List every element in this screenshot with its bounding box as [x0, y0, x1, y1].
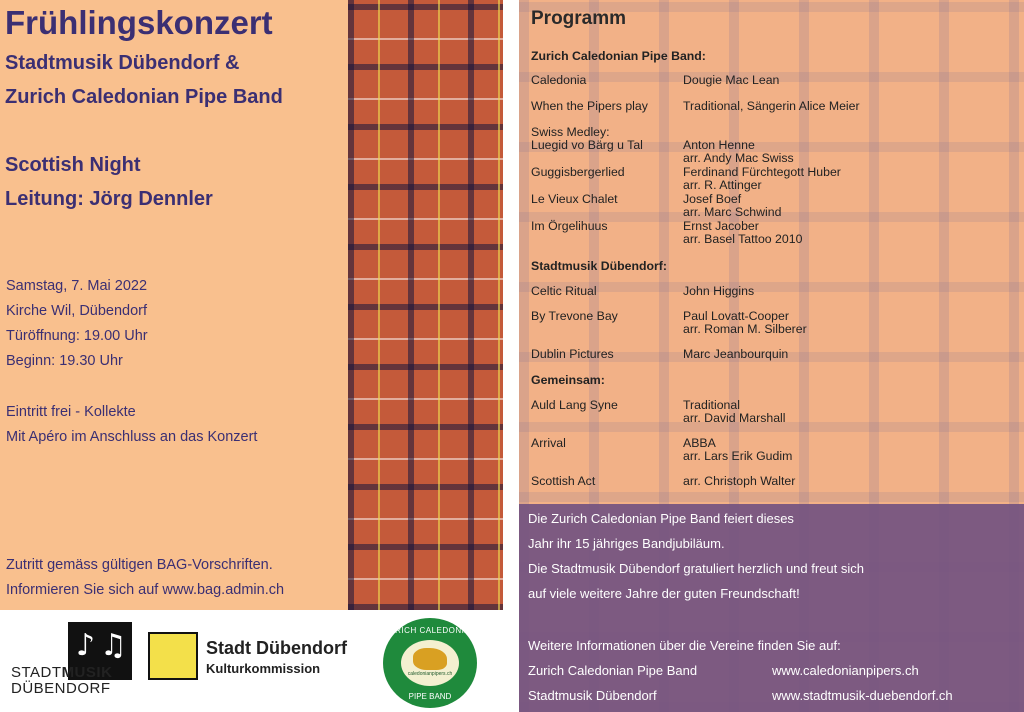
program-composer: Paul Lovatt-Cooper — [683, 309, 789, 323]
program-composer: Marc Jeanbourquin — [683, 347, 789, 361]
program-composer: John Higgins — [683, 284, 755, 298]
program-piece: Auld Lang Syne — [531, 398, 618, 412]
concert-date: Samstag, 7. Mai 2022 — [6, 278, 148, 294]
logo-top-text: ZURICH CALEDONIAN — [383, 626, 477, 635]
stadtmusik-logo-text: STADTMUSIK DÜBENDORF — [11, 664, 113, 697]
subtitle-stadtmusik: Stadtmusik Dübendorf & — [5, 52, 240, 74]
program-composer: Traditional — [683, 398, 740, 412]
program-panel — [519, 0, 1024, 712]
program-piece: By Trevone Bay — [531, 309, 618, 323]
entry-info: Eintritt frei - Kollekte — [6, 404, 136, 420]
bag-rule: Zutritt gemäss gültigen BAG-Vorschriften. — [6, 557, 273, 573]
program-composer: Dougie Mac Lean — [683, 73, 780, 87]
program-arranger: arr. R. Attinger — [683, 178, 762, 192]
program-arranger: arr. Andy Mac Swiss — [683, 151, 794, 165]
program-piece: Celtic Ritual — [531, 284, 597, 298]
program-piece: Caledonia — [531, 73, 587, 87]
doors-open: Türöffnung: 19.00 Uhr — [6, 328, 148, 344]
program-arranger: arr. Lars Erik Gudim — [683, 449, 793, 463]
program-arranger: arr. Basel Tattoo 2010 — [683, 232, 803, 246]
section-stadtmusik: Stadtmusik Dübendorf: — [531, 259, 667, 273]
link-url-pipe-band[interactable]: www.caledonianpipers.ch — [772, 663, 919, 678]
tartan-photo — [348, 0, 503, 610]
program-piece: Swiss Medley: — [531, 125, 610, 139]
program-arranger: arr. David Marshall — [683, 411, 786, 425]
program-title: Programm — [531, 8, 627, 29]
jubilee-line: Die Zurich Caledonian Pipe Band feiert dieses — [528, 511, 794, 526]
jubilee-line: Die Stadtmusik Dübendorf gratuliert herzlich und freut sich — [528, 561, 864, 576]
program-composer: Ferdinand Fürchtegott Huber — [683, 165, 841, 179]
program-composer: Ernst Jacober — [683, 219, 759, 233]
subtitle-scottish-night: Scottish Night — [5, 154, 141, 176]
bag-link: Informieren Sie sich auf www.bag.admin.ch — [6, 582, 285, 598]
kulturkommission-label: Kulturkommission — [206, 661, 321, 676]
section-pipe-band: Zurich Caledonian Pipe Band: — [531, 49, 706, 63]
program-arranger: arr. Roman M. Silberer — [683, 322, 807, 336]
subtitle-leitung: Leitung: Jörg Dennler — [5, 188, 213, 210]
left-panel — [0, 0, 348, 610]
section-gemeinsam: Gemeinsam: — [531, 373, 605, 387]
logo-bottom-text: PIPE BAND — [408, 692, 452, 701]
start-time: Beginn: 19.30 Uhr — [6, 353, 123, 369]
program-composer: Anton Henne — [683, 138, 755, 152]
program-composer: arr. Christoph Walter — [683, 474, 796, 488]
program-piece: Luegid vo Bärg u Tal — [531, 138, 643, 152]
divider — [503, 0, 519, 712]
jubilee-line: Jahr ihr 15 jähriges Bandjubiläum. — [528, 536, 725, 551]
program-piece: When the Pipers play — [531, 99, 648, 113]
concert-title: Frühlingskonzert — [5, 4, 273, 41]
program-arranger: arr. Marc Schwind — [683, 205, 782, 219]
lion-icon — [413, 648, 447, 670]
program-piece: Dublin Pictures — [531, 347, 614, 361]
program-piece: Scottish Act — [531, 474, 596, 488]
stadt-duebendorf-crest-icon — [148, 632, 198, 680]
jubilee-line: auf viele weitere Jahre der guten Freundschaft! — [528, 586, 800, 601]
subtitle-pipe-band: Zurich Caledonian Pipe Band — [5, 86, 283, 108]
link-name-pipe-band: Zurich Caledonian Pipe Band — [528, 663, 698, 678]
program-piece: Le Vieux Chalet — [531, 192, 618, 206]
concert-venue: Kirche Wil, Dübendorf — [6, 303, 148, 319]
program-composer: Traditional, Sängerin Alice Meier — [683, 99, 860, 113]
link-name-stadtmusik: Stadtmusik Dübendorf — [528, 688, 657, 703]
logo-mid-text: caledonianpipers.ch — [407, 671, 453, 677]
program-piece: Guggisbergerlied — [531, 165, 625, 179]
program-piece: Im Örgelihuus — [531, 219, 608, 233]
link-url-stadtmusik[interactable]: www.stadtmusik-duebendorf.ch — [772, 688, 953, 703]
more-info: Weitere Informationen über die Vereine finden Sie auf: — [528, 638, 841, 653]
stadt-duebendorf-title: Stadt Dübendorf — [206, 638, 347, 658]
music-note-icon: ♪ — [76, 628, 96, 663]
program-composer: ABBA — [683, 436, 716, 450]
apero-info: Mit Apéro im Anschluss an das Konzert — [6, 429, 258, 445]
program-piece: Arrival — [531, 436, 566, 450]
pipe-band-logo — [383, 618, 477, 708]
program-composer: Josef Boef — [683, 192, 742, 206]
music-note-icon: ♫ — [100, 628, 127, 663]
jubilee-band — [519, 504, 1024, 712]
